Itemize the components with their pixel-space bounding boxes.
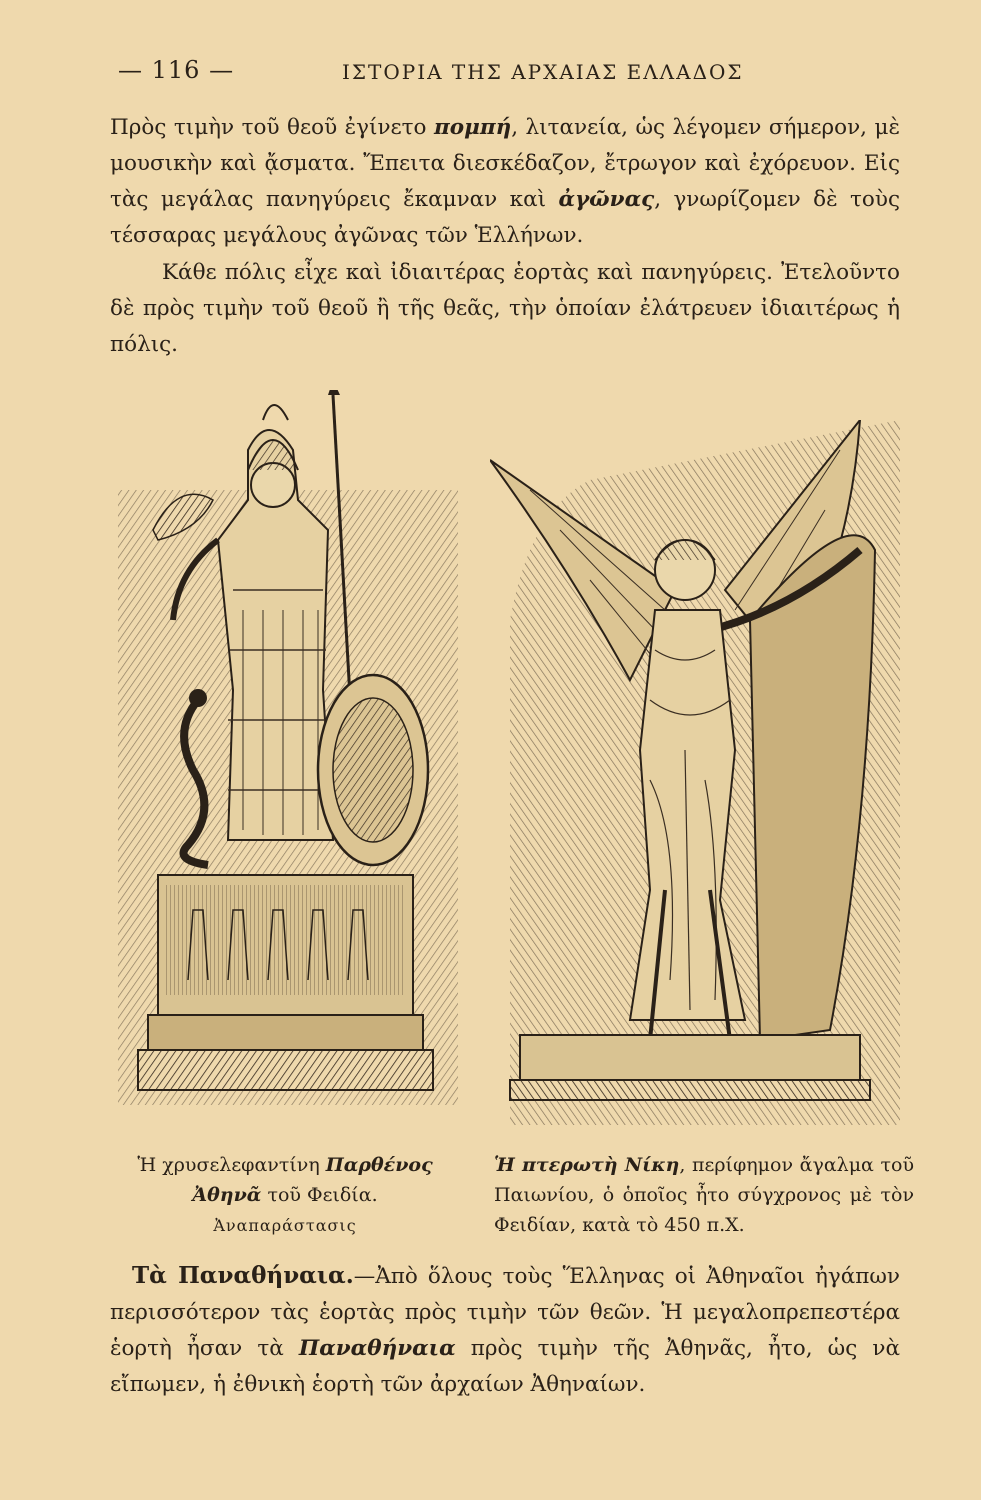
paragraph-city-festivals: Κάθε πόλις εἶχε καὶ ἰδιαιτέρας ἑορτὰς καὶ πανηγύρεις. Ἐτελοῦντο δὲ πρὸς τιμὴν τοῦ θεοῦ ἢ τῆς θεᾶς, τὴν ὁποίαν ἐλάτρευεν ἰδιαιτέρως ἡ πόλις. [110,260,900,357]
caption-nike [494,1150,914,1240]
paragraph-festivals [110,110,900,254]
paragraph-panathenaia [110,1258,900,1403]
paragraph-text: —Ἀπὸ ὅλους τοὺς Ἕλληνας οἱ Ἀθηναῖοι ἠγάπων περισσότερον τὰς ἑορτὰς πρὸς τιμὴν τῶν θεῶν. Ἡ μεγαλοπρεπεστέρα ἑορτὴ ἦσαν τὰ [110,1264,900,1361]
paragraph-text: Πρὸς τιμὴν τοῦ θεοῦ ἐγίνετο [110,115,435,140]
running-title: ΙΣΤΟΡΙΑ ΤΗΣ ΑΡΧΑΙΑΣ ΕΛΛΑΔΟΣ [342,60,744,84]
paragraph-text: πρὸς τιμὴν τῆς Ἀθηνᾶς, ἦτο, ὡς νὰ εἴπωμεν, ἡ ἐθνικὴ ἑορτὴ τῶν ἀρχαίων Ἀθηναίων. [110,1336,900,1397]
caption-text: τοῦ Φειδία. [261,1184,378,1206]
page-number: — 116 — [118,56,235,84]
emphasis-agones: ἀγῶνας [558,187,655,212]
emphasis-pompe: πομπή [434,115,512,140]
emphasis-panathenaia: Παναθήναια [298,1336,456,1361]
caption-emphasis-athena: Ἀθηνᾶ [192,1184,262,1206]
caption-athena [110,1150,460,1241]
paragraph-text: , λιτανεία, ὡς λέγομεν σήμερον, μὲ μουσικὴν καὶ ᾄσματα. Ἔπειτα διεσκέδαζον, ἔτρωγον καὶ ἐχόρευον. Εἰς τὰς μεγάλας πανηγύρεις ἔκαμναν καὶ [110,115,900,212]
caption-reconstruction: Ἀναπαράστασις [213,1216,357,1235]
nike-engraving-icon [490,420,900,1125]
caption-emphasis-nike: Ἡ πτερωτὴ Νίκη [494,1154,680,1176]
caption-text: Ἡ χρυσελεφαντίνη [137,1154,326,1176]
paragraph-text: , γνωρίζομεν δὲ τοὺς τέσσαρας μεγάλους ἀγῶνας τῶν Ἑλλήνων. [110,187,900,248]
winged-nike-illustration [490,420,900,1125]
athena-parthenos-illustration [118,390,458,1110]
caption-text: , περίφημον ἄγαλμα τοῦ Παιωνίου, ὁ ὁποῖος ἦτο σύγχρονος μὲ τὸν Φειδίαν, κατὰ τὸ 450 π.Χ. [494,1154,914,1236]
running-header [110,56,890,90]
section-heading-panathenaia: Τὰ Παναθήναια. [132,1262,354,1289]
athena-engraving-icon [118,390,458,1110]
caption-emphasis-parthenos: Παρθένος [325,1154,433,1176]
